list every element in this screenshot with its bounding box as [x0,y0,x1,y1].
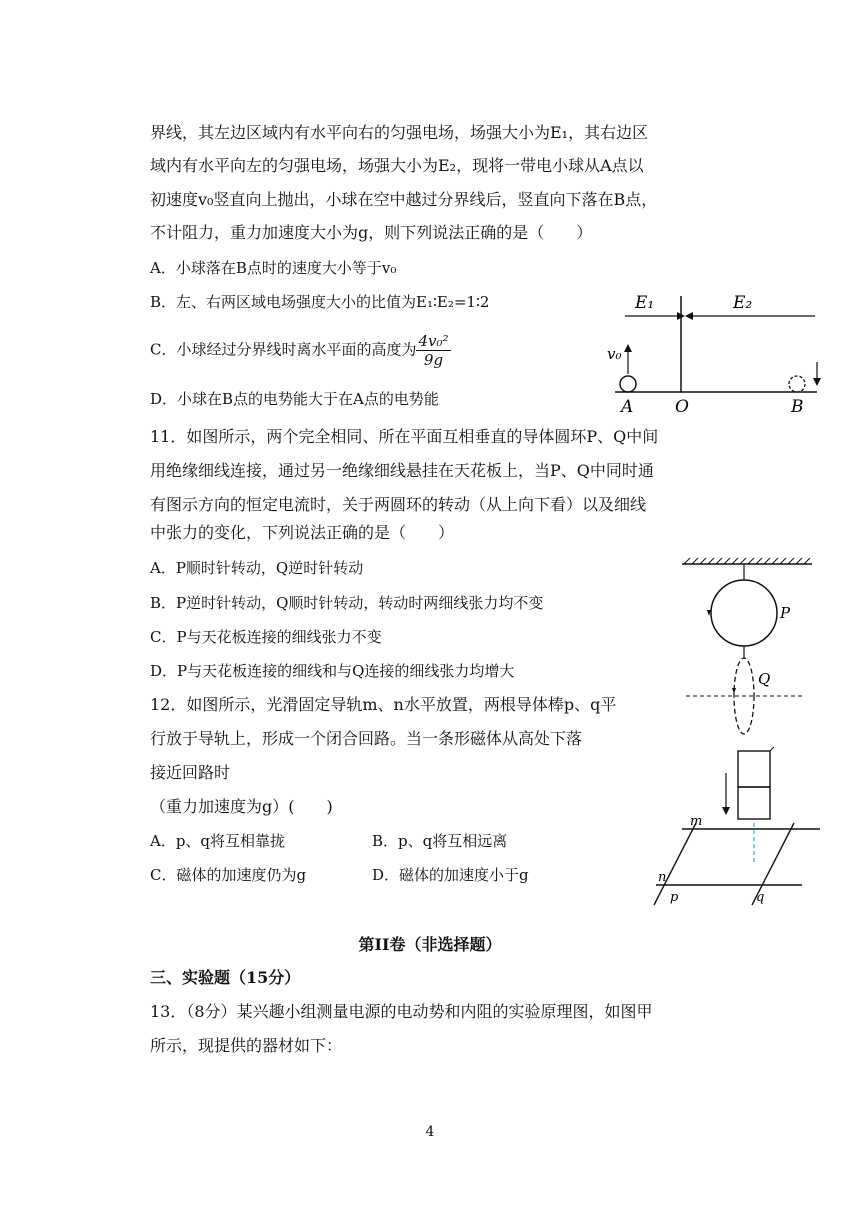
point-b-label: B [791,397,804,417]
rail-m-label: m [690,814,703,829]
q11-line-2: 用绝缘细线连接，通过另一绝缘细线悬挂在天花板上，当P、Q中同时通 [150,461,654,480]
rod-q-label: q [756,890,765,905]
ring-q-label: Q [758,670,771,688]
rod-p-label: p [670,890,679,905]
ceiling-hatching [684,558,810,564]
section-2-title: 第II卷（非选择题） [358,935,502,954]
q11-option-d: D．P与天花板连接的细线和与Q连接的细线张力均增大 [150,662,515,680]
fraction-numerator: 4v₀² [418,332,449,350]
q12-option-a: A．p、q将互相靠拢 [150,832,286,850]
field-e2-arrowhead [685,312,693,320]
q11-line-4: 中张力的变化，下列说法正确的是（ ） [150,523,455,542]
q13-line-1: 13．（8分）某兴趣小组测量电源的电动势和内阻的实验原理图，如图甲 [150,1002,653,1021]
rail-n-label: n [658,870,667,885]
down-arrowhead [813,378,821,386]
q11-line-3: 有图示方向的恒定电流时，关于两圆环的转动（从上向下看）以及细线 [150,495,647,514]
magnet-lower-block [738,787,770,819]
e1-label: E₁ [635,293,655,313]
q10-line-1: 界线，其左边区域内有水平向右的匀强电场，场强大小为E₁，其右边区 [150,123,649,142]
magnet-side-edge [770,747,774,751]
page-number: 4 [425,1124,435,1140]
q10-option-c-fraction [416,332,450,369]
q10-option-a: A．小球落在B点时的速度大小等于v₀ [150,259,397,277]
e2-label: E₂ [733,293,753,313]
q12-line-3: 接近回路时 [150,763,231,782]
q10-option-c-text: C．小球经过分界线时离水平面的高度为 [150,340,417,359]
q10-line-2: 域内有水平向左的匀强电场，场强大小为E₂，现将一带电小球从A点以 [150,156,644,175]
point-a-label: A [621,397,634,417]
q10-line-4: 不计阻力，重力加速度大小为g，则下列说法正确的是（ ） [150,223,593,242]
q11-option-b: B．P逆时针转动，Q顺时针转动，转动时两细线张力均不变 [150,594,544,612]
q12-line-4: （重力加速度为g）( ) [150,797,333,816]
q10-option-c [150,332,451,369]
q11-option-c: C．P与天花板连接的细线张力不变 [150,628,382,646]
ball-b-dashed [789,376,805,392]
q12-option-b: B．p、q将互相远离 [372,832,508,850]
point-o-label: O [675,397,689,417]
q13-line-2: 所示，现提供的器材如下： [150,1036,343,1055]
q11-figure [680,558,820,743]
fraction-denominator: 9g [423,351,444,369]
ring-p-label: P [780,604,791,622]
q10-option-b: B．左、右两区域电场强度大小的比值为E₁∶E₂=1∶2 [150,293,490,311]
ring-p [711,580,777,646]
v0-label: v₀ [607,345,622,363]
q12-line-2: 行放于导轨上，形成一个闭合回路。当一条形磁体从高处下落 [150,729,583,748]
v0-arrowhead [624,344,632,352]
q11-line-1: 11．如图所示，两个完全相同、所在平面互相垂直的导体圆环P、Q中间 [150,427,659,446]
q10-line-3: 初速度v₀竖直向上抛出，小球在空中越过分界线后，竖直向下落在B点， [150,190,658,209]
q10-option-d: D．小球在B点的电势能大于在A点的电势能 [150,390,439,408]
ring-q-current-arrow [732,688,736,694]
section-3-title: 三、实验题（15分） [150,968,301,987]
q12-option-d: D．磁体的加速度小于g [372,866,529,884]
q12-figure [652,745,824,907]
q12-line-1: 12．如图所示，光滑固定导轨m、n水平放置，两根导体棒p、q平 [150,695,617,714]
q12-option-c: C．磁体的加速度仍为g [150,866,307,884]
q10-figure [605,282,825,417]
q11-option-a: A．P顺时针转动，Q逆时针转动 [150,559,364,577]
magnet-fall-arrowhead [722,807,730,815]
ball-a [620,376,636,392]
magnet-upper-block [738,751,770,787]
